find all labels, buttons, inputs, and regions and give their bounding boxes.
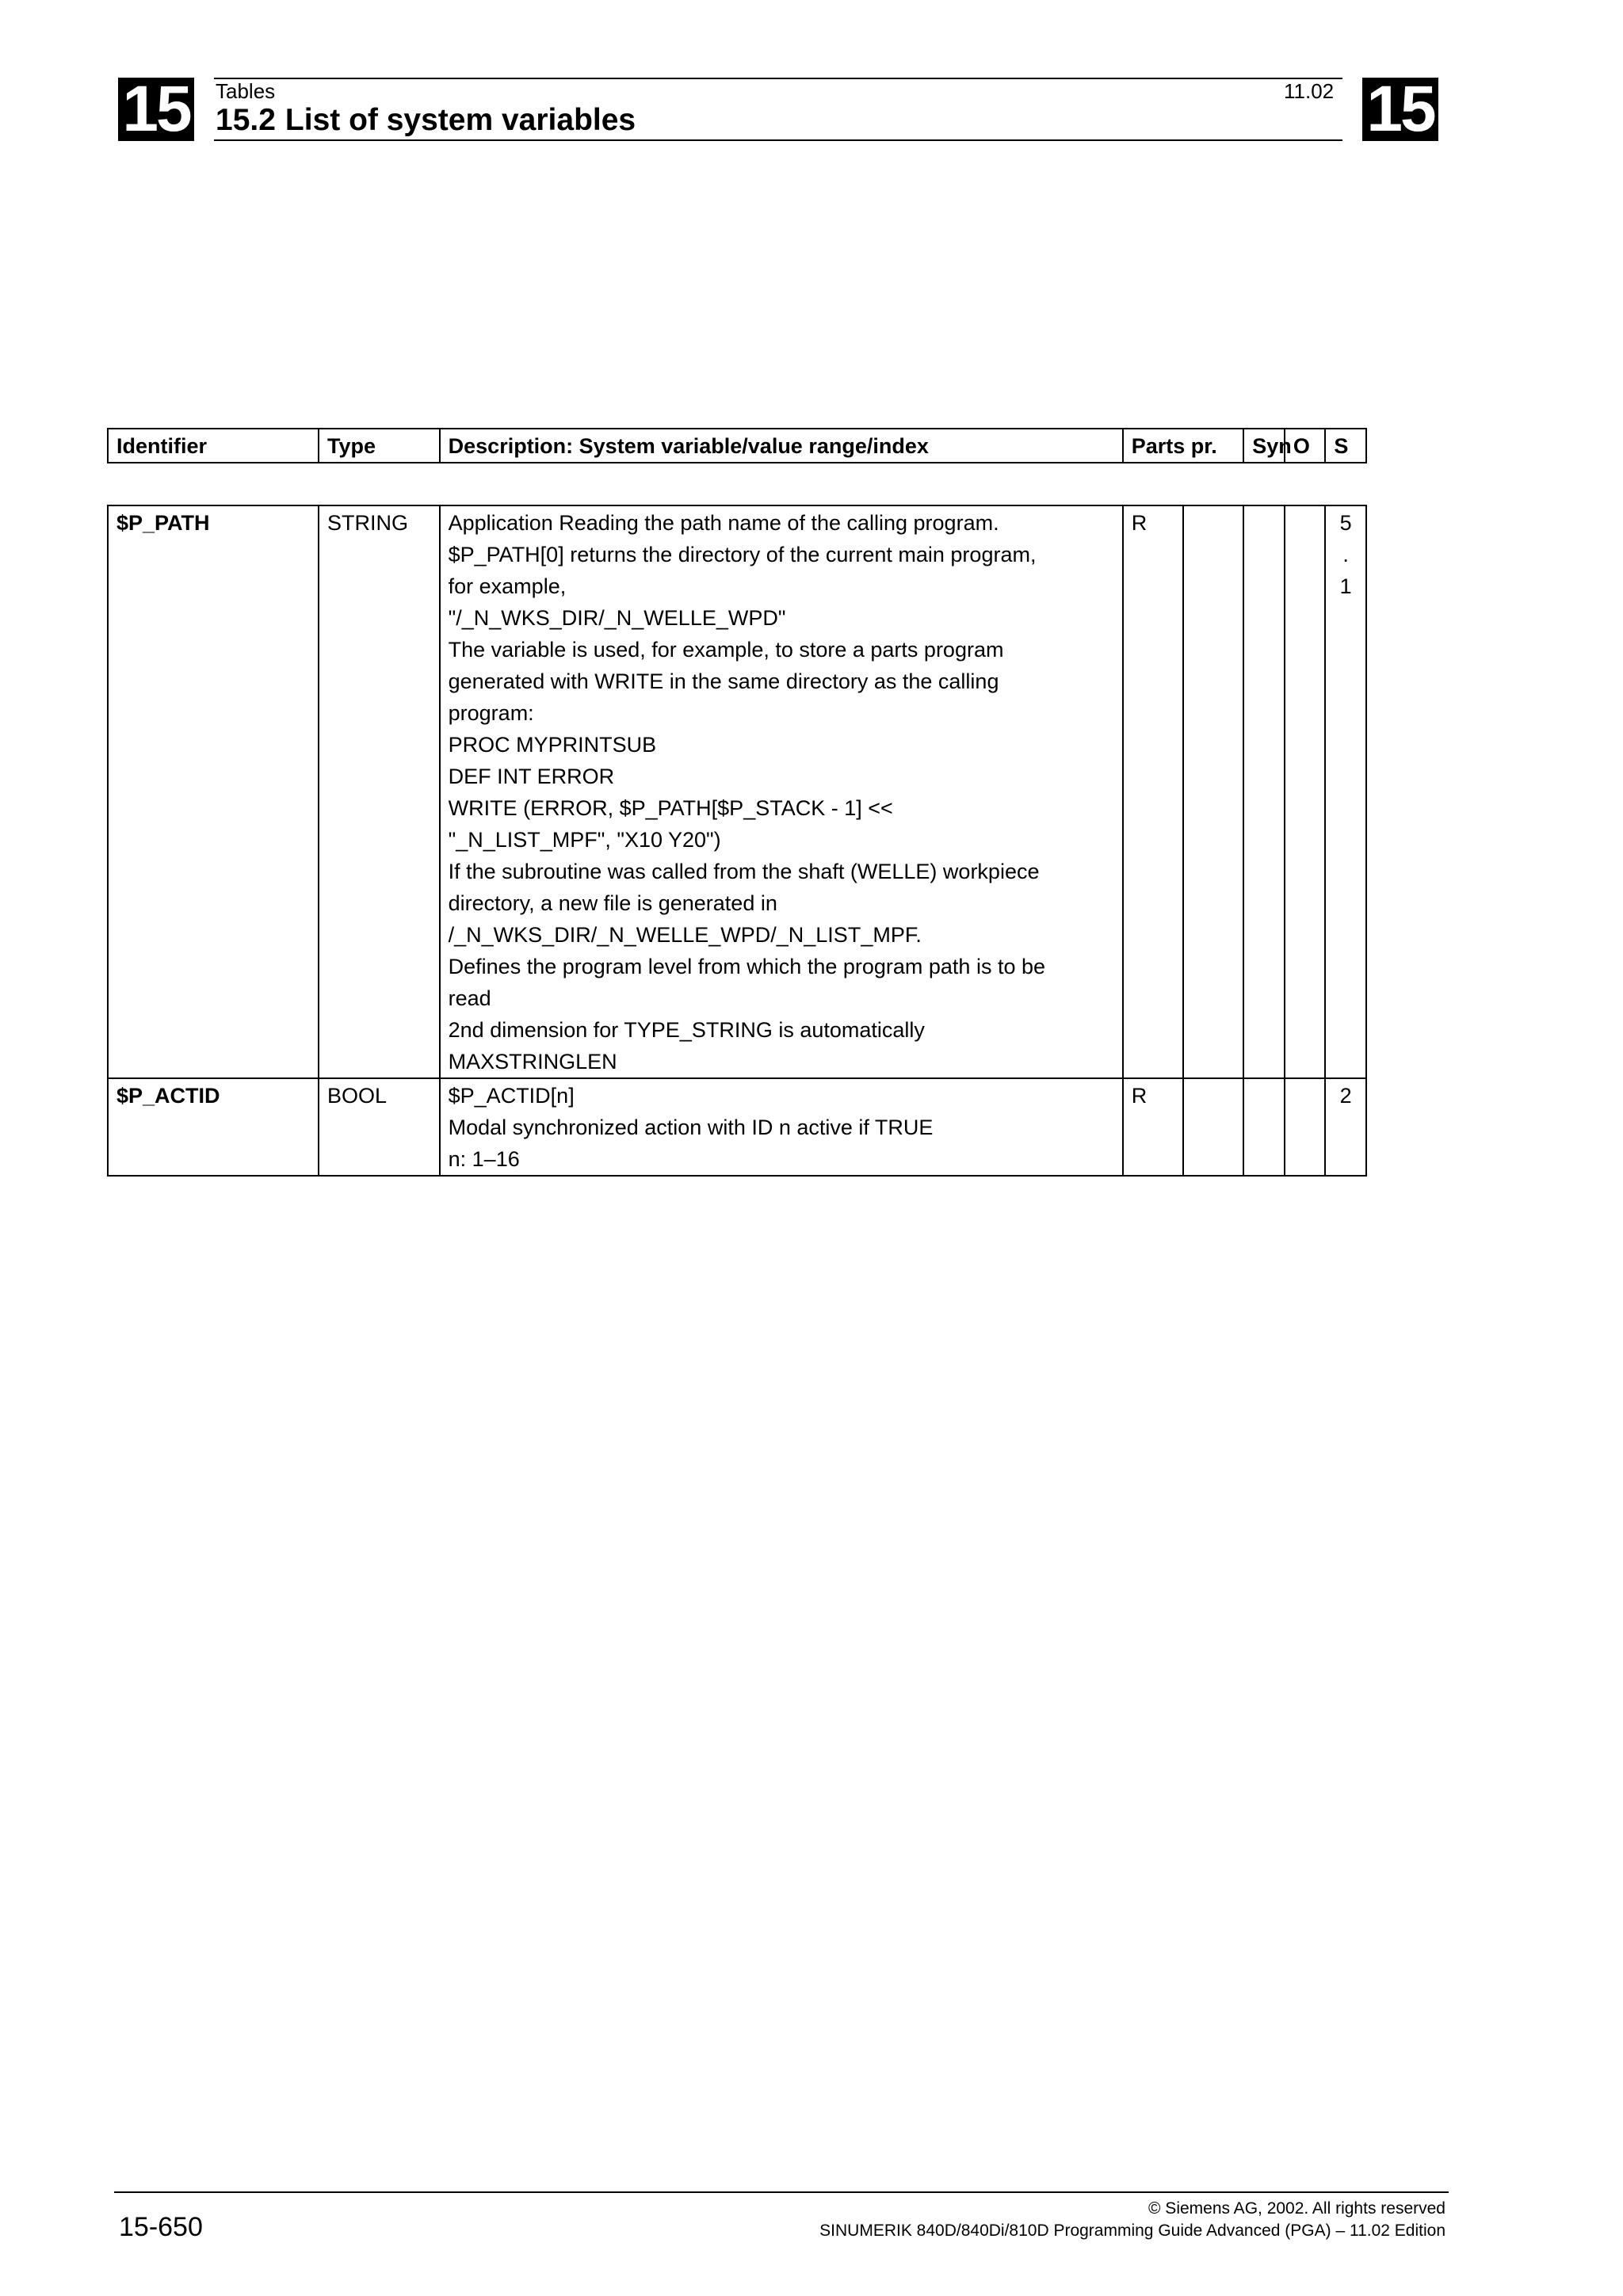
description-line: Modal synchronized action with ID n active if TRUE — [448, 1116, 934, 1139]
description-line: MAXSTRINGLEN — [448, 1050, 617, 1074]
description-line: read — [448, 986, 491, 1010]
s-cell — [1325, 1078, 1366, 1176]
col-header-description: Description: System variable/value range/index — [440, 429, 1123, 463]
description-line: 2nd dimension for TYPE_STRING is automatically — [448, 1018, 925, 1042]
description-line: /_N_WKS_DIR/_N_WELLE_WPD/_N_LIST_MPF. — [448, 923, 922, 947]
empty-cell — [1183, 1078, 1243, 1176]
description-line: $P_PATH[0] returns the directory of the current main program, — [448, 543, 1037, 566]
description-line: "_N_LIST_MPF", "X10 Y20") — [448, 828, 721, 852]
chapter-number-badge-left: 15 — [118, 78, 194, 141]
column-header-row — [108, 429, 1366, 463]
parts-pr-cell: R — [1123, 505, 1183, 1078]
col-header-type: Type — [319, 429, 440, 463]
footer-rule — [114, 2191, 1449, 2193]
table-row — [108, 505, 1366, 1078]
type-cell: BOOL — [319, 1078, 440, 1176]
description-cell — [440, 1078, 1123, 1176]
description-line: "/_N_WKS_DIR/_N_WELLE_WPD" — [448, 606, 786, 630]
col-header-s: S — [1325, 429, 1366, 463]
parts-pr-cell: R — [1123, 1078, 1183, 1176]
description-line: DEF INT ERROR — [448, 765, 615, 788]
description-line: program: — [448, 701, 534, 725]
identifier-cell: $P_PATH — [108, 505, 319, 1078]
col-header-identifier: Identifier — [108, 429, 319, 463]
description-cell — [440, 505, 1123, 1078]
type-cell: STRING — [319, 505, 440, 1078]
table-row — [108, 1078, 1366, 1176]
book-title: SINUMERIK 840D/840Di/810D Programming Guide Advanced (PGA) – 11.02 Edition — [819, 2222, 1445, 2240]
s-value: . — [1342, 543, 1349, 566]
header-rule-top — [214, 78, 1342, 79]
col-header-o: O — [1285, 429, 1326, 463]
syn-cell — [1243, 505, 1285, 1078]
description-line: directory, a new file is generated in — [448, 891, 777, 915]
column-header-table — [107, 428, 1367, 463]
col-header-parts-pr: Parts pr. — [1123, 429, 1244, 463]
s-value: 2 — [1339, 1084, 1352, 1108]
copyright-notice: © Siemens AG, 2002. All rights reserved — [1148, 2199, 1445, 2218]
section-number: 15.2 — [216, 103, 276, 137]
chapter-number-badge-right: 15 — [1362, 78, 1438, 141]
description-line: PROC MYPRINTSUB — [448, 733, 657, 757]
o-cell — [1285, 505, 1326, 1078]
col-header-syn: Syn — [1243, 429, 1285, 463]
empty-cell — [1183, 505, 1243, 1078]
description-line: Application Reading the path name of the calling program. — [448, 511, 999, 535]
page-number: 15-650 — [119, 2212, 203, 2242]
description-line: The variable is used, for example, to store a parts program — [448, 638, 1004, 662]
description-line: $P_ACTID[n] — [448, 1084, 575, 1108]
version-label: 11.02 — [1284, 79, 1335, 103]
page-title — [216, 103, 636, 138]
description-line: generated with WRITE in the same directory as the calling — [448, 669, 999, 693]
description-line: for example, — [448, 574, 567, 598]
description-line: If the subroutine was called from the shaft (WELLE) workpiece — [448, 860, 1040, 883]
identifier-cell: $P_ACTID — [108, 1078, 319, 1176]
syn-cell — [1243, 1078, 1285, 1176]
chapter-name: Tables — [216, 79, 276, 103]
system-variables-table — [107, 505, 1367, 1177]
s-cell — [1325, 505, 1366, 1078]
o-cell — [1285, 1078, 1326, 1176]
description-line: WRITE (ERROR, $P_PATH[$P_STACK - 1] << — [448, 796, 893, 820]
s-value: 1 — [1339, 574, 1352, 598]
description-line: n: 1–16 — [448, 1147, 520, 1171]
header-rule-bottom — [214, 139, 1342, 141]
s-value: 5 — [1339, 511, 1352, 535]
description-line: Defines the program level from which the program path is to be — [448, 955, 1046, 978]
section-title: List of system variables — [285, 103, 636, 137]
